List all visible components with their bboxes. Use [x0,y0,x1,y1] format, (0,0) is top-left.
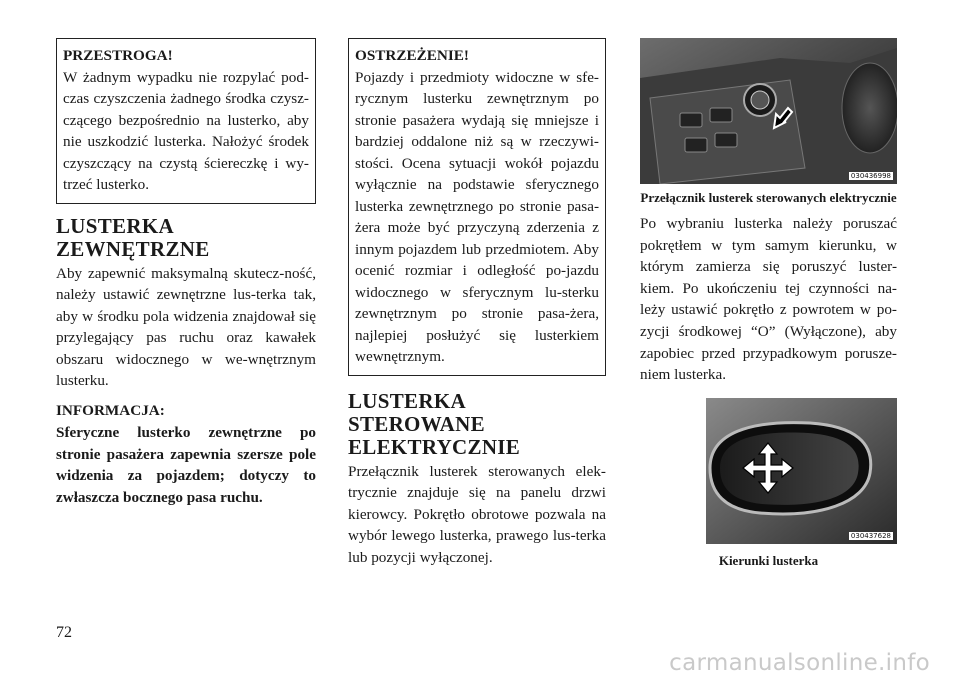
warning-text: Pojazdy i przedmioty widoczne w sfe-rycznym lusterku zewnętrznym po stronie pasażera wydają się mniejsze i bardziej oddalone niż są w rzeczywi-stości. Ocena sytuacji wokół pojazdu wyłącznie na podstawie sferycznego lusterka zewnętrznego po stronie pasa-żera może być przyczyną zderzenia z innym pojazdem lub przedmiotem. Aby ocenić rozmiar i odległość po-jazdu widocznego w sferycznym lu-sterku zewnętrznym po stronie pasa-żera, najlepiej posłużyć się lusterkiem wewnętrznym. [355,68,599,365]
figure-caption-directions: Kierunki lusterka [718,552,819,568]
exterior-mirrors-paragraph: Aby zapewnić maksymalną skutecz-ność, należy ustawić zewnętrzne lus-terka tak, aby w środku pola widzenia znajdował się przylegający pas ruchu oraz kawałek obszaru widocznego w we-wnętrznym lusterku. [56,264,316,390]
column-left [56,38,316,508]
mirror-directions-photo [640,398,897,544]
column-right [640,38,897,576]
column-middle [348,38,606,568]
warning-box [348,38,606,376]
caution-box [56,38,316,204]
caution-text: W żadnym wypadku nie rozpylać pod-czas czyszczenia żadnego środka czysz-czącego bezpośrednio na lusterko, aby nie uszkodzić lusterka. Nałożyć środek czyszczący na czystą ściereczkę i wy-trzeć lusterko. [63,68,309,193]
figure-code: 030436998 [850,172,891,180]
note-title: INFORMACJA: [56,402,165,420]
note-text: Sferyczne lusterko zewnętrzne po stronie pasażera zapewnia szersze pole widzenia za pojazdem; dotyczy to zwłaszcza bocznego pasa ruchu. [56,424,316,506]
door-panel-illustration [640,38,897,184]
warning-title: OSTRZEŻENIE! [355,47,469,64]
mirror-switch-photo [640,38,897,184]
caution-title: PRZESTROGA! [63,47,173,64]
mirror-adjust-paragraph: Po wybraniu lusterka należy poruszać pokrętłem w tym samym kierunku, w którym zamierza się poruszyć luster-kiem. Po ukończeniu tej czynności na-leży ustawić pokrętło z powrotem w po-zycji środkowej “O” (Wyłączone), aby zapobiec przed przypadkowym porusze-niem lusterka. [640,215,897,384]
figure-caption-switch: Przełącznik lusterek sterowanych elektrycznie [640,190,897,205]
power-mirrors-paragraph: Przełącznik lusterek sterowanych elek-trycznie znajduje się na panelu drzwi kierowcy. Pokrętło obrotowe pozwala na wybór lewego lusterka, prawego lus-terka lub pozycji wyłączonej. [348,462,606,566]
section-heading-power-mirrors: LUSTERKA STEROWANE ELEKTRYCZNIE [348,388,521,459]
page-number: 72 [56,624,72,641]
figure-code: 030437628 [850,531,891,540]
section-heading-exterior-mirrors: LUSTERKA ZEWNĘTRZNE [56,213,210,261]
mirror-illustration [640,398,897,544]
watermark: carmanualsonline.info [669,650,930,676]
